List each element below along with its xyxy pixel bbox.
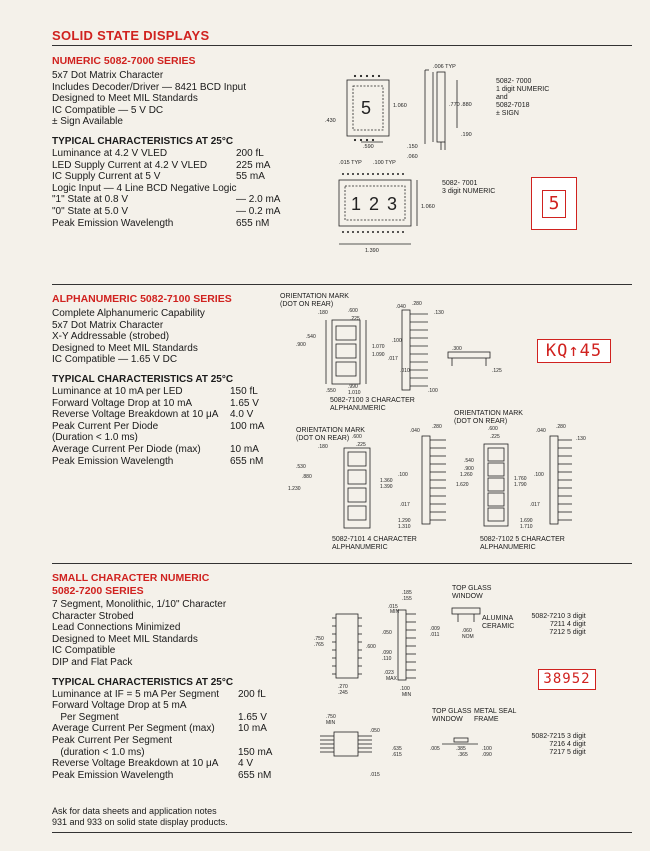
svg-text:1.390: 1.390 [380,484,393,490]
svg-text:.100: .100 [392,338,402,344]
small-top-glass-label-2 [432,708,471,724]
svg-text:.060: .060 [407,154,418,160]
spec-value: 1.65 V [230,397,259,409]
svg-text:.600: .600 [352,434,362,440]
svg-text:.180: .180 [318,444,328,450]
spec-row [52,171,280,183]
spec-label: Average Current Per Diode (max) [52,443,201,455]
section-rule [52,563,632,564]
feature-item: Lead Connections Minimized [52,622,181,634]
spec-value: 150 fL [230,385,258,397]
feature-item: 5x7 Dot Matrix Character [52,319,164,331]
feature-item: 5x7 Dot Matrix Character [52,70,164,81]
spec-row [52,194,280,206]
spec-value: 655 nM [236,217,270,229]
spec-label: Peak Emission Wavelength [52,217,174,229]
spec-row [52,206,280,218]
svg-text:.225: .225 [350,316,360,322]
svg-text:.750: .750 [314,636,324,642]
svg-text:.600: .600 [348,308,358,314]
small-display-sample: 38952 [538,669,596,690]
spec-label: Luminance at 4.2 V VLED [52,147,168,159]
alpha-section [52,293,282,467]
drawing-digit: 3 [387,194,398,214]
svg-text:.100: .100 [534,472,544,478]
spec-label: Logic Input — 4 Line BCD Negative Logic [52,182,237,194]
alpha-char-title: TYPICAL CHARACTERISTICS AT 25°C [52,373,234,385]
caption-line: WINDOW [452,593,483,600]
spec-row [52,747,272,759]
small-metal-seal-label [474,708,516,724]
part-desc: 3 digit [566,613,586,620]
caption-line: (DOT ON REAR) [454,418,508,425]
spec-value: 55 mA [236,171,265,183]
caption-line: 5082-7102 5 CHARACTER [480,536,565,543]
spec-row [52,444,264,456]
small-alumina-label [482,615,514,631]
spec-row [52,735,272,747]
part-number: 7212 [549,629,565,636]
spec-row [52,398,264,410]
caption-line: 5082- 7000 [496,78,532,85]
spec-value: 100 mA [230,420,265,432]
feature-item: X-Y Addressable (strobed) [52,331,170,343]
svg-text:.750: .750 [326,714,336,720]
svg-text:.765: .765 [314,642,324,648]
spec-value: 655 nM [238,769,272,781]
svg-text:.225: .225 [356,442,366,448]
svg-text:.385: .385 [456,746,466,752]
spec-value: — 2.0 mA [236,194,281,206]
svg-text:.900: .900 [464,466,474,472]
svg-text:1.060: 1.060 [393,103,407,109]
drawing-digit: 1 [351,194,362,214]
spec-row [52,770,272,782]
spec-label: (duration < 1.0 ms) [52,746,145,758]
svg-text:.635: .635 [392,746,402,752]
spec-label: Per Segment [52,711,119,723]
svg-text:1.290: 1.290 [398,518,411,524]
svg-text:.100 TYP: .100 TYP [373,160,396,166]
caption-line: ORIENTATION MARK [280,293,349,300]
spec-label: Forward Voltage Drop at 10 mA [52,397,193,409]
spec-label: "0" State at 5.0 V [52,205,129,217]
small-top-glass-label [452,585,491,601]
svg-text:.100: .100 [428,388,438,394]
spec-value: 4 V [238,758,254,770]
part-row [527,749,586,757]
spec-label: Average Current Per Segment (max) [52,723,215,735]
caption-line: ORIENTATION MARK [296,427,365,434]
svg-text:.006 TYP: .006 TYP [433,64,456,70]
svg-text:1.710: 1.710 [520,524,533,530]
feature-item: IC Compatible — 5 V DC [52,104,164,116]
numeric-caption-1 [496,78,549,118]
spec-value: 225 mA [236,159,271,171]
alpha-orientation-mark-2 [296,427,365,443]
part-desc: 3 digit [566,733,586,740]
small-section [52,572,302,781]
drawing-digit: 5 [361,98,372,118]
spec-label: Forward Voltage Drop at 5 mA [52,700,187,712]
small-flat-part-list [527,733,586,757]
small-specs-table [52,689,272,782]
small-title-2: 5082-7200 SERIES [52,585,144,597]
feature-item: Designed to Meet MIL Standards [52,93,198,105]
numeric-package-drawing [325,62,495,254]
svg-text:.017: .017 [388,356,398,362]
spec-label: IC Supply Current at 5 V [52,171,161,183]
alpha-caption-7102 [480,536,565,552]
spec-row [52,183,280,195]
spec-row [52,218,280,230]
svg-text:.100: .100 [398,472,408,478]
numeric-specs-table [52,148,280,229]
svg-text:.130: .130 [434,310,444,316]
caption-line: ALPHANUMERIC [480,544,536,551]
small-char-title: TYPICAL CHARACTERISTICS AT 25°C [52,676,234,688]
svg-text:.100: .100 [400,686,410,692]
svg-text:.615: .615 [392,752,402,758]
spec-label: Reverse Voltage Breakdown at 10 μA [52,758,219,770]
svg-text:.015: .015 [370,772,380,778]
svg-text:.015: .015 [388,604,398,610]
spec-row [52,432,264,444]
alpha-package-drawing [288,300,606,532]
spec-value: 1.65 V [238,711,267,723]
caption-line: ALPHANUMERIC [332,544,388,551]
footer-rule [52,832,632,833]
svg-text:.190: .190 [461,132,472,138]
feature-item: Complete Alphanumeric Capability [52,308,205,319]
feature-item: DIP and Flat Pack [52,656,133,668]
svg-text:.990: .990 [348,384,358,390]
caption-line: ALUMINA [482,615,514,622]
caption-line: 5082-7101 4 CHARACTER [332,536,417,543]
svg-text:1.260: 1.260 [460,472,473,478]
small-features [52,599,302,669]
part-row [527,613,586,621]
part-desc: 4 digit [566,621,586,628]
svg-text:1.070: 1.070 [372,344,385,350]
caption-line: ± SIGN [496,110,519,117]
caption-line: METAL SEAL [474,708,517,715]
alpha-display-sample: KQ↑45 [537,339,611,363]
spec-row [52,160,280,172]
svg-text:.540: .540 [306,334,316,340]
part-row [527,741,586,749]
spec-row [52,148,280,160]
spec-label: Peak Current Per Diode [52,420,159,432]
svg-text:.270: .270 [338,684,348,690]
svg-text:1.790: 1.790 [514,482,527,488]
spec-row [52,689,272,701]
caption-line: 5082-7100 3 CHARACTER [330,397,415,404]
caption-line: 1 digit NUMERIC [496,86,550,93]
part-number: 5082-7215 [531,733,565,740]
svg-text:.040: .040 [396,304,406,310]
svg-text:.023: .023 [384,670,394,676]
footer-line: 931 and 933 on solid state display products. [52,817,228,827]
svg-text:.090: .090 [482,752,492,758]
svg-text:1.390: 1.390 [365,248,379,254]
svg-text:.010: .010 [400,368,410,374]
svg-text:.430: .430 [325,118,336,124]
svg-text:.090: .090 [382,650,392,656]
caption-line: ORIENTATION MARK [454,410,523,417]
spec-label: LED Supply Current at 4.2 V VLED [52,159,208,171]
numeric-section [52,55,322,229]
svg-text:.005: .005 [430,746,440,752]
feature-item: Character Strobed [52,610,134,622]
small-dip-part-list [527,613,586,637]
caption-line: TOP GLASS [452,585,492,592]
svg-text:.770: .770 [449,102,460,108]
spec-value [232,735,272,747]
part-desc: 5 digit [566,629,586,636]
svg-text:.225: .225 [490,434,500,440]
caption-line: 5082-7018 [496,102,530,109]
svg-text:.245: .245 [338,690,348,696]
svg-text:1.620: 1.620 [456,482,469,488]
alpha-specs-table [52,386,264,467]
svg-text:.600: .600 [366,644,376,650]
spec-row [52,712,272,724]
part-row [527,629,586,637]
spec-row [52,723,272,735]
svg-text:.280: .280 [432,424,442,430]
svg-text:.280: .280 [556,424,566,430]
spec-value [232,700,272,712]
spec-value: 200 fL [238,688,266,700]
svg-text:.040: .040 [536,428,546,434]
svg-text:.185: .185 [402,590,412,596]
spec-row [52,456,264,468]
caption-line: TOP GLASS [432,708,472,715]
footer-note [52,806,228,828]
spec-label: "1" State at 0.8 V [52,194,129,206]
spec-label: Peak Current Per Segment [52,734,173,746]
feature-item: Designed to Meet MIL Standards [52,633,198,645]
svg-text:1.230: 1.230 [288,486,301,492]
caption-line: 5082- 7001 [442,180,478,187]
svg-text:MAX: MAX [386,676,397,682]
caption-line: FRAME [474,716,499,723]
svg-text:1.310: 1.310 [398,524,411,530]
svg-text:.050: .050 [382,630,392,636]
part-number: 7217 [549,749,565,756]
alpha-caption-7100 [330,397,415,413]
feature-item: 7 Segment, Monolithic, 1/10" Character [52,599,227,610]
spec-row [52,700,272,712]
svg-text:.540: .540 [464,458,474,464]
caption-line: WINDOW [432,716,463,723]
svg-text:1.360: 1.360 [380,478,393,484]
svg-text:.017: .017 [400,502,410,508]
numeric-title: NUMERIC 5082-7000 SERIES [52,55,196,67]
part-number: 7216 [549,741,565,748]
feature-item: ± Sign Available [52,116,123,128]
footer-line: Ask for data sheets and application notes [52,806,217,816]
spec-value: — 0.2 mA [236,205,281,217]
part-row [527,621,586,629]
svg-text:1.010: 1.010 [348,390,361,396]
feature-item: IC Compatible — 1.65 V DC [52,354,178,366]
numeric-display-sample [531,177,577,230]
alpha-orientation-mark-3 [454,410,523,426]
svg-text:NOM: NOM [462,634,474,640]
alpha-title: ALPHANUMERIC 5082-7100 SERIES [52,293,232,305]
spec-row [52,409,264,421]
svg-text:.550: .550 [326,388,336,394]
caption-line: and [496,94,508,101]
svg-text:.180: .180 [318,310,328,316]
page-title: SOLID STATE DISPLAYS [52,28,210,43]
svg-text:.590: .590 [363,144,374,150]
spec-label: Peak Emission Wavelength [52,769,174,781]
part-desc: 4 digit [566,741,586,748]
numeric-caption-2 [442,180,495,196]
spec-row [52,758,272,770]
part-number: 5082-7210 [531,613,565,620]
svg-text:.011: .011 [430,632,440,638]
svg-text:MIN: MIN [402,692,412,698]
svg-text:.300: .300 [452,346,462,352]
svg-text:.880: .880 [461,102,472,108]
alpha-orientation-mark-1 [280,293,349,309]
feature-item: Includes Decoder/Driver — 8421 BCD Input [52,81,246,93]
caption-line: 3 digit NUMERIC [442,188,496,195]
svg-text:1.690: 1.690 [520,518,533,524]
svg-text:1.760: 1.760 [514,476,527,482]
spec-label: Reverse Voltage Breakdown at 10 μA [52,409,219,421]
svg-text:.100: .100 [482,746,492,752]
svg-text:.110: .110 [382,656,392,662]
svg-text:MIN: MIN [390,609,400,615]
caption-line: (DOT ON REAR) [280,301,334,308]
spec-value: 10 mA [238,723,267,735]
small-title-1: SMALL CHARACTER NUMERIC [52,572,210,584]
section-rule [52,284,632,285]
spec-row [52,421,264,433]
svg-text:.015 TYP: .015 TYP [339,160,362,166]
numeric-features [52,70,322,128]
part-desc: 5 digit [566,749,586,756]
spec-label: Luminance at IF = 5 mA Per Segment [52,688,220,700]
spec-value: 655 nM [230,455,264,467]
svg-text:.150: .150 [407,144,418,150]
spec-row [52,386,264,398]
svg-text:1.090: 1.090 [372,352,385,358]
part-number: 7211 [549,621,565,628]
svg-text:MIN: MIN [326,720,336,726]
spec-value [224,432,264,444]
caption-line: ALPHANUMERIC [330,405,386,412]
svg-text:1.060: 1.060 [421,204,435,210]
svg-text:.125: .125 [492,368,502,374]
numeric-char-title: TYPICAL CHARACTERISTICS AT 25°C [52,135,234,147]
display-digit: 5 [542,190,566,218]
header-rule [52,45,632,46]
svg-text:.280: .280 [412,301,422,307]
svg-text:.130: .130 [576,436,586,442]
svg-text:.017: .017 [530,502,540,508]
feature-item: Designed to Meet MIL Standards [52,342,198,354]
spec-label: Luminance at 10 mA per LED [52,385,183,397]
svg-text:.600: .600 [488,426,498,432]
caption-line: (DOT ON REAR) [296,435,350,442]
svg-text:.530: .530 [296,464,306,470]
svg-text:.900: .900 [296,342,306,348]
svg-text:.365: .365 [458,752,468,758]
svg-text:.040: .040 [410,428,420,434]
feature-item: IC Compatible [52,645,116,657]
spec-label: (Duration < 1.0 ms) [52,432,138,444]
spec-value: 200 fL [236,147,264,159]
svg-text:.060: .060 [462,628,472,634]
svg-text:.050: .050 [370,728,380,734]
alpha-features [52,308,282,366]
drawing-digit: 2 [369,194,380,214]
alpha-caption-7101 [332,536,417,552]
spec-value: 10 mA [230,443,259,455]
spec-value: 150 mA [238,746,273,758]
caption-line: CERAMIC [482,623,515,630]
part-row [527,733,586,741]
svg-text:.880: .880 [302,474,312,480]
svg-text:.155: .155 [402,596,412,602]
svg-text:.009: .009 [430,626,440,632]
spec-value: 4.0 V [230,409,254,421]
spec-label: Peak Emission Wavelength [52,455,174,467]
